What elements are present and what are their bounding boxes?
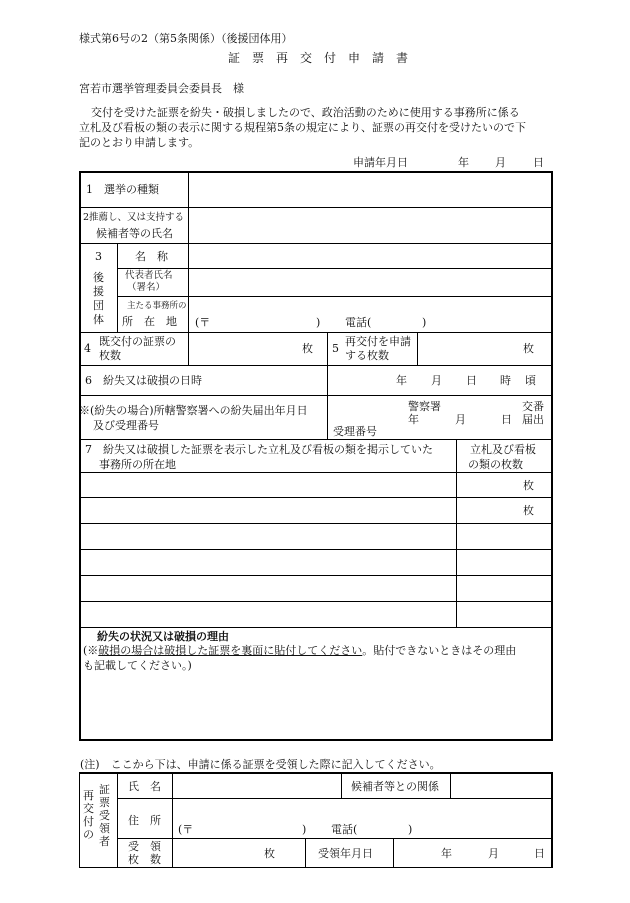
reissue-count-field[interactable] [421, 335, 519, 362]
receiver-phone-label: 電話( [331, 823, 358, 836]
loss-datetime-field[interactable] [331, 368, 549, 392]
intro-line-1: 交付を受けた証票を紛失・破損しましたので、政治活動のために使用する事務所に係る [91, 106, 520, 119]
form-number: 様式第6号の2（第5条関係）（後援団体用） [79, 32, 293, 45]
application-date-label: 申請年月日 [353, 156, 408, 169]
office-postal-label: (〒 [195, 316, 211, 329]
application-date-month: 月 [495, 156, 506, 169]
relation-label: 候補者等との関係 [351, 780, 439, 793]
issued-count-number: 4 [84, 342, 91, 355]
received-count-label-line-1: 受 領 [128, 840, 161, 853]
received-date-day: 日 [534, 847, 545, 860]
issued-count-label-line-1: 既交付の証票の [99, 335, 176, 348]
relation-field[interactable] [454, 776, 548, 796]
reissue-count-label-line-2: する枚数 [345, 349, 389, 362]
police-report-month: 月 [455, 413, 466, 426]
receiver-vertical-label-col2: 証 票 受 領 者 [99, 783, 110, 848]
receiver-vertical-label-col1: 再 交 付 の [83, 789, 94, 841]
office-location-field-3[interactable] [84, 526, 452, 546]
loss-datetime-month: 月 [431, 374, 442, 387]
receiver-address-field[interactable] [176, 801, 548, 835]
application-date-year: 年 [458, 156, 469, 169]
police-report-filed: 届出 [522, 413, 544, 426]
reason-note-line-1: (※破損の場合は破損した証票を裏面に貼付してください。貼付できないときはその理由 [83, 644, 517, 657]
received-date-year: 年 [441, 847, 452, 860]
receiver-address-label: 住 所 [128, 814, 161, 827]
receiver-name-field[interactable] [176, 776, 338, 796]
loss-datetime-hour: 時 [500, 374, 511, 387]
police-station-label: 警察署 [408, 400, 441, 413]
received-count-field[interactable] [176, 841, 260, 865]
issued-count-label-line-2: 枚数 [99, 349, 121, 362]
representative-label-line-2: （署名） [127, 282, 166, 293]
koban-label: 交番 [522, 400, 544, 413]
office-location-field-1[interactable] [84, 475, 452, 495]
reissue-count-number: 5 [332, 342, 339, 355]
receipt-note: (注) ここから下は、申請に係る証票を受領した際に記入してください。 [80, 758, 441, 771]
application-date-day: 日 [533, 156, 544, 169]
reason-field[interactable] [84, 676, 548, 736]
office-label-line-2: 所 在 地 [122, 315, 177, 328]
received-count-label-line-2: 枚 数 [128, 853, 161, 866]
sign-count-header-line-1: 立札及び看板 [470, 443, 536, 456]
intro-line-3: 記のとおり申請します。 [79, 136, 200, 149]
group-name-label: 名 称 [135, 250, 168, 263]
intro-line-2: 立札及び看板の類の表示に関する規程第5条の規定により、証票の再交付を受けたいので下 [79, 121, 526, 134]
received-date-month: 月 [488, 847, 499, 860]
loss-datetime-label: 6 紛失又は破損の日時 [85, 374, 202, 387]
issued-count-unit: 枚 [302, 342, 313, 355]
received-date-field[interactable] [397, 841, 547, 865]
office-phone-label: 電話( [345, 316, 372, 329]
support-group-number: 3 [95, 250, 102, 263]
receiver-postal-close: ) [302, 823, 307, 836]
support-group-vertical-label: 後 援 団 体 [93, 271, 104, 326]
election-type-field[interactable] [192, 178, 547, 204]
office-phone-close: ) [422, 316, 427, 329]
police-report-year: 年 [408, 413, 419, 426]
received-date-label: 受領年月日 [318, 847, 373, 860]
reason-note-line-2: も記載してください。) [83, 659, 192, 672]
page-title: 証 票 再 交 付 申 請 書 [228, 51, 409, 65]
office-postal-close: ) [316, 316, 321, 329]
candidate-label-line-2: 候補者等の氏名 [96, 227, 173, 240]
office-location-field-2[interactable] [84, 500, 452, 520]
office-location-field-5[interactable] [84, 578, 452, 598]
receiver-postal-label: (〒 [178, 823, 194, 836]
sign-count-header-line-2: の類の枚数 [468, 458, 523, 471]
police-report-day: 日 [501, 413, 512, 426]
office-location-field-4[interactable] [84, 552, 452, 572]
police-report-label-line-1: ※(紛失の場合)所轄警察署への紛失届出年月日 [79, 404, 308, 417]
sign-count-unit-1: 枚 [523, 479, 534, 492]
reason-title: 紛失の状況又は破損の理由 [97, 630, 229, 643]
office-address-field[interactable] [192, 299, 547, 329]
representative-label-line-1: 代表者氏名 [125, 270, 173, 281]
sign-count-unit-2: 枚 [523, 504, 534, 517]
receiver-phone-close: ) [408, 823, 413, 836]
receiver-name-label: 氏 名 [128, 780, 161, 793]
candidate-name-field[interactable] [192, 211, 547, 239]
office-location-label-line-2: 事務所の所在地 [99, 458, 176, 471]
reissue-count-unit: 枚 [523, 342, 534, 355]
loss-datetime-year: 年 [396, 374, 407, 387]
office-location-label-line-1: 7 紛失又は破損した証票を表示した立札及び看板の類を掲示していた [85, 443, 433, 456]
loss-datetime-day: 日 [466, 374, 477, 387]
candidate-label-line-1: 2推薦し、又は支持する [83, 212, 185, 223]
police-report-label-line-2: 及び受理番号 [93, 419, 159, 432]
addressee: 宮若市選挙管理委員会委員長 様 [79, 82, 244, 95]
receipt-number-label: 受理番号 [333, 425, 377, 438]
reissue-count-label-line-1: 再交付を申請 [345, 335, 411, 348]
police-report-field[interactable] [331, 398, 549, 436]
office-label-line-1: 主たる事務所の [127, 301, 187, 311]
received-count-unit: 枚 [264, 847, 275, 860]
election-type-label: 1 選挙の種類 [86, 183, 159, 196]
office-location-field-6[interactable] [84, 604, 452, 624]
group-name-field[interactable] [192, 246, 547, 266]
representative-name-field[interactable] [192, 271, 547, 293]
loss-datetime-approx: 頃 [525, 374, 536, 387]
issued-count-field[interactable] [192, 335, 297, 362]
